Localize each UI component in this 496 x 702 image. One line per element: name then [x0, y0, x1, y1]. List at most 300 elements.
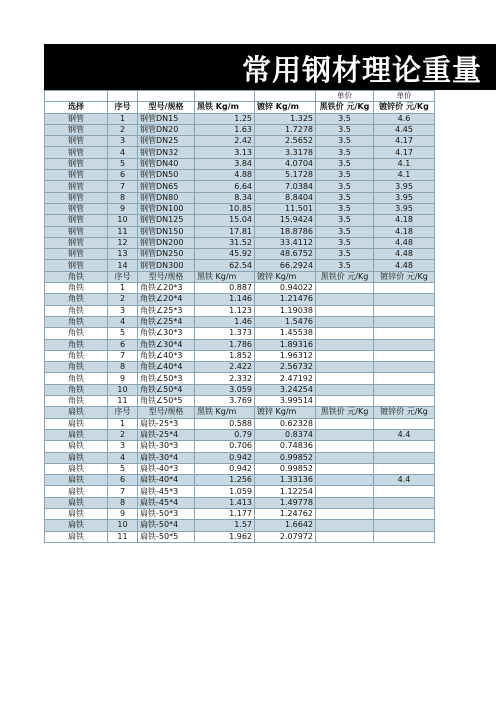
index-cell: 11	[108, 396, 138, 407]
category-cell: 钢管	[45, 203, 108, 214]
black-weight-cell: 1.25	[195, 113, 255, 124]
spec-cell: 扁铁-30*4	[138, 452, 195, 463]
index-cell: 12	[108, 237, 138, 248]
black-price-cell: 3.5	[316, 170, 374, 181]
black-price-cell	[316, 531, 374, 542]
index-cell: 序号	[108, 271, 138, 282]
black-price-cell: 3.5	[316, 113, 374, 124]
table-row	[45, 373, 435, 384]
spec-cell: 钢管DN200	[138, 237, 195, 248]
black-weight-cell: 8.34	[195, 192, 255, 203]
table-row	[45, 362, 435, 373]
category-cell: 钢管	[45, 215, 108, 226]
table-row	[45, 237, 435, 248]
black-weight-cell: 0.588	[195, 418, 255, 429]
spec-cell: 角铁∠40*4	[138, 362, 195, 373]
black-price-cell	[316, 362, 374, 373]
black-weight-cell: 3.13	[195, 147, 255, 158]
galv-price-cell	[374, 294, 435, 305]
black-weight-cell: 0.79	[195, 429, 255, 440]
galv-weight-cell: 0.8374	[255, 429, 316, 440]
category-cell	[45, 91, 108, 102]
galv-weight-cell: 5.1728	[255, 170, 316, 181]
galv-weight-cell: 0.99852	[255, 463, 316, 474]
spec-cell: 钢管DN150	[138, 226, 195, 237]
spec-cell: 角铁∠25*3	[138, 305, 195, 316]
black-weight-cell: 31.52	[195, 237, 255, 248]
black-weight-cell: 1.059	[195, 486, 255, 497]
black-price-cell: 3.5	[316, 192, 374, 203]
category-cell: 钢管	[45, 226, 108, 237]
galv-weight-cell: 33.4112	[255, 237, 316, 248]
category-cell: 钢管	[45, 249, 108, 260]
index-cell	[108, 91, 138, 102]
index-cell: 1	[108, 113, 138, 124]
galv-price-cell	[374, 362, 435, 373]
black-price-cell: 3.5	[316, 249, 374, 260]
galv-weight-cell: 11.501	[255, 203, 316, 214]
table-row	[45, 158, 435, 169]
spec-cell: 扁铁-40*4	[138, 475, 195, 486]
black-weight-cell: 1.962	[195, 531, 255, 542]
spec-cell: 钢管DN32	[138, 147, 195, 158]
table-row	[45, 147, 435, 158]
spec-cell: 型号/规格	[138, 102, 195, 113]
black-weight-cell: 3.059	[195, 384, 255, 395]
spec-cell: 钢管DN25	[138, 136, 195, 147]
index-cell: 7	[108, 181, 138, 192]
black-weight-cell: 1.177	[195, 508, 255, 519]
table-row	[45, 520, 435, 531]
spec-cell: 钢管DN50	[138, 170, 195, 181]
index-cell: 2	[108, 124, 138, 135]
index-cell: 1	[108, 283, 138, 294]
black-weight-cell: 17.81	[195, 226, 255, 237]
index-cell: 6	[108, 170, 138, 181]
index-cell: 11	[108, 531, 138, 542]
black-price-cell	[316, 316, 374, 327]
galv-price-cell	[374, 373, 435, 384]
category-cell: 角铁	[45, 316, 108, 327]
galv-price-cell: 4.17	[374, 136, 435, 147]
category-cell: 钢管	[45, 260, 108, 271]
index-cell: 8	[108, 192, 138, 203]
black-weight-cell: 62.54	[195, 260, 255, 271]
index-cell: 8	[108, 497, 138, 508]
black-weight-cell: 1.57	[195, 520, 255, 531]
category-cell: 角铁	[45, 350, 108, 361]
galv-price-cell: 4.48	[374, 260, 435, 271]
spec-cell: 角铁∠30*4	[138, 339, 195, 350]
galv-price-cell: 4.48	[374, 237, 435, 248]
black-price-cell: 黑铁价 元/Kg	[316, 407, 374, 418]
black-weight-cell: 1.413	[195, 497, 255, 508]
index-cell: 9	[108, 373, 138, 384]
galv-weight-cell: 1.96312	[255, 350, 316, 361]
galv-weight-cell: 1.21476	[255, 294, 316, 305]
index-cell: 6	[108, 339, 138, 350]
category-cell: 角铁	[45, 339, 108, 350]
category-cell: 钢管	[45, 192, 108, 203]
table-row	[45, 452, 435, 463]
category-cell: 扁铁	[45, 407, 108, 418]
black-price-cell: 黑铁价 元/Kg	[316, 102, 374, 113]
galv-price-cell	[374, 418, 435, 429]
spec-cell: 角铁∠40*3	[138, 350, 195, 361]
galv-price-cell	[374, 520, 435, 531]
index-cell: 4	[108, 452, 138, 463]
spec-cell: 角铁∠50*3	[138, 373, 195, 384]
index-cell: 8	[108, 362, 138, 373]
index-cell: 13	[108, 249, 138, 260]
index-cell: 5	[108, 158, 138, 169]
table-row	[45, 531, 435, 542]
galv-weight-cell: 2.07972	[255, 531, 316, 542]
section-header-row	[45, 271, 435, 282]
spec-cell: 钢管DN65	[138, 181, 195, 192]
galv-price-cell: 4.4	[374, 475, 435, 486]
black-price-cell	[316, 339, 374, 350]
black-price-cell	[316, 429, 374, 440]
table-row	[45, 305, 435, 316]
category-cell: 角铁	[45, 396, 108, 407]
black-weight-cell: 1.46	[195, 316, 255, 327]
category-cell: 扁铁	[45, 429, 108, 440]
table-row	[45, 283, 435, 294]
galv-weight-cell: 镀锌 Kg/m	[255, 407, 316, 418]
table-row	[45, 170, 435, 181]
spec-cell: 角铁∠30*3	[138, 328, 195, 339]
category-cell: 角铁	[45, 328, 108, 339]
galv-weight-cell	[255, 91, 316, 102]
black-price-cell: 3.5	[316, 260, 374, 271]
black-weight-cell: 15.04	[195, 215, 255, 226]
category-cell: 钢管	[45, 181, 108, 192]
spec-cell: 扁铁-50*5	[138, 531, 195, 542]
category-cell: 角铁	[45, 283, 108, 294]
galv-weight-cell: 镀锌 Kg/m	[255, 271, 316, 282]
spec-cell: 钢管DN100	[138, 203, 195, 214]
spec-cell: 扁铁-50*4	[138, 520, 195, 531]
black-price-cell	[316, 350, 374, 361]
black-weight-cell: 黑铁 Kg/m	[195, 102, 255, 113]
black-weight-cell: 2.332	[195, 373, 255, 384]
galv-price-cell: 镀锌价 元/Kg	[374, 407, 435, 418]
galv-price-cell	[374, 283, 435, 294]
spec-cell: 钢管DN20	[138, 124, 195, 135]
spec-cell: 钢管DN15	[138, 113, 195, 124]
black-price-cell: 3.5	[316, 226, 374, 237]
index-cell: 10	[108, 215, 138, 226]
category-cell: 角铁	[45, 362, 108, 373]
galv-weight-cell: 0.74836	[255, 441, 316, 452]
black-price-cell	[316, 373, 374, 384]
black-weight-cell: 黑铁 Kg/m	[195, 407, 255, 418]
category-cell: 角铁	[45, 294, 108, 305]
galv-weight-cell: 15.9424	[255, 215, 316, 226]
index-cell: 5	[108, 328, 138, 339]
category-cell: 角铁	[45, 305, 108, 316]
table-row	[45, 486, 435, 497]
category-cell: 角铁	[45, 271, 108, 282]
black-weight-cell: 1.146	[195, 294, 255, 305]
table-row	[45, 475, 435, 486]
table-row	[45, 316, 435, 327]
galv-price-cell: 3.95	[374, 181, 435, 192]
black-price-cell	[316, 452, 374, 463]
index-cell: 6	[108, 475, 138, 486]
spec-cell: 钢管DN80	[138, 192, 195, 203]
steel-weight-table	[44, 90, 435, 543]
galv-price-cell: 3.95	[374, 203, 435, 214]
index-cell: 序号	[108, 407, 138, 418]
category-cell: 扁铁	[45, 520, 108, 531]
table-row	[45, 124, 435, 135]
black-price-cell	[316, 396, 374, 407]
black-price-cell	[316, 418, 374, 429]
table-row	[45, 181, 435, 192]
galv-price-cell	[374, 441, 435, 452]
galv-price-cell	[374, 452, 435, 463]
table-row	[45, 508, 435, 519]
black-weight-cell	[195, 91, 255, 102]
black-price-cell	[316, 283, 374, 294]
black-price-cell: 黑铁价 元/Kg	[316, 271, 374, 282]
black-price-cell	[316, 305, 374, 316]
black-price-cell: 3.5	[316, 215, 374, 226]
spec-cell: 扁铁-50*3	[138, 508, 195, 519]
table-row	[45, 249, 435, 260]
black-weight-cell: 0.942	[195, 463, 255, 474]
category-cell: 钢管	[45, 113, 108, 124]
index-cell: 3	[108, 136, 138, 147]
galv-price-cell: 4.18	[374, 226, 435, 237]
table-row	[45, 463, 435, 474]
index-cell: 11	[108, 226, 138, 237]
galv-price-cell	[374, 339, 435, 350]
spec-cell: 扁铁-45*3	[138, 486, 195, 497]
galv-weight-cell: 1.19038	[255, 305, 316, 316]
spec-cell: 角铁∠50*5	[138, 396, 195, 407]
index-cell: 4	[108, 316, 138, 327]
galv-weight-cell: 1.7278	[255, 124, 316, 135]
galv-price-cell: 4.45	[374, 124, 435, 135]
unit-price-label: 单价	[374, 91, 435, 102]
table-row	[45, 350, 435, 361]
page-title: 常用钢材理论重量	[242, 53, 483, 87]
galv-weight-cell: 3.3178	[255, 147, 316, 158]
black-weight-cell: 0.887	[195, 283, 255, 294]
black-weight-cell: 2.42	[195, 136, 255, 147]
galv-price-cell	[374, 384, 435, 395]
galv-weight-cell: 3.99514	[255, 396, 316, 407]
galv-price-cell	[374, 531, 435, 542]
galv-weight-cell: 4.0704	[255, 158, 316, 169]
index-cell: 9	[108, 203, 138, 214]
galv-price-cell	[374, 486, 435, 497]
black-weight-cell: 1.786	[195, 339, 255, 350]
galv-price-cell	[374, 328, 435, 339]
index-cell: 5	[108, 463, 138, 474]
table-row	[45, 384, 435, 395]
spec-cell: 钢管DN250	[138, 249, 195, 260]
table-row	[45, 441, 435, 452]
black-price-cell	[316, 441, 374, 452]
index-cell: 2	[108, 294, 138, 305]
spec-cell: 扁铁-45*4	[138, 497, 195, 508]
black-price-cell: 3.5	[316, 158, 374, 169]
galv-price-cell	[374, 316, 435, 327]
category-cell: 选择	[45, 102, 108, 113]
category-cell: 钢管	[45, 237, 108, 248]
galv-price-cell: 4.4	[374, 429, 435, 440]
table-row	[45, 203, 435, 214]
galv-price-cell: 3.95	[374, 192, 435, 203]
black-price-cell	[316, 384, 374, 395]
galv-price-cell: 4.17	[374, 147, 435, 158]
black-price-cell	[316, 508, 374, 519]
galv-weight-cell: 7.0384	[255, 181, 316, 192]
index-cell: 14	[108, 260, 138, 271]
index-cell: 10	[108, 384, 138, 395]
table-row	[45, 215, 435, 226]
galv-price-cell: 4.18	[374, 215, 435, 226]
category-cell: 钢管	[45, 170, 108, 181]
black-price-cell: 3.5	[316, 181, 374, 192]
black-weight-cell: 4.88	[195, 170, 255, 181]
index-cell: 2	[108, 429, 138, 440]
black-weight-cell: 3.84	[195, 158, 255, 169]
spec-cell: 角铁∠25*4	[138, 316, 195, 327]
category-cell: 钢管	[45, 147, 108, 158]
galv-weight-cell: 66.2924	[255, 260, 316, 271]
spec-cell: 型号/规格	[138, 407, 195, 418]
black-weight-cell: 0.706	[195, 441, 255, 452]
black-weight-cell: 1.852	[195, 350, 255, 361]
galv-weight-cell: 镀锌 Kg/m	[255, 102, 316, 113]
section-header-row	[45, 407, 435, 418]
table-row	[45, 226, 435, 237]
category-cell: 扁铁	[45, 508, 108, 519]
black-price-cell	[316, 294, 374, 305]
table-row	[45, 328, 435, 339]
black-weight-cell: 45.92	[195, 249, 255, 260]
category-cell: 扁铁	[45, 497, 108, 508]
galv-price-cell: 4.1	[374, 170, 435, 181]
galv-weight-cell: 1.6642	[255, 520, 316, 531]
black-price-cell	[316, 520, 374, 531]
galv-price-cell: 4.1	[374, 158, 435, 169]
galv-weight-cell: 8.8404	[255, 192, 316, 203]
category-cell: 扁铁	[45, 475, 108, 486]
galv-price-cell: 4.6	[374, 113, 435, 124]
black-price-cell	[316, 497, 374, 508]
galv-weight-cell: 1.33136	[255, 475, 316, 486]
black-weight-cell: 3.769	[195, 396, 255, 407]
galv-weight-cell: 1.12254	[255, 486, 316, 497]
index-cell: 1	[108, 418, 138, 429]
table-row	[45, 192, 435, 203]
galv-weight-cell: 2.47192	[255, 373, 316, 384]
galv-weight-cell: 1.45538	[255, 328, 316, 339]
black-price-cell: 3.5	[316, 124, 374, 135]
index-cell: 7	[108, 350, 138, 361]
category-cell: 钢管	[45, 136, 108, 147]
galv-price-cell	[374, 463, 435, 474]
galv-price-cell	[374, 497, 435, 508]
index-cell: 10	[108, 520, 138, 531]
column-header-row	[45, 102, 435, 113]
galv-price-cell	[374, 350, 435, 361]
table-row	[45, 113, 435, 124]
black-weight-cell: 10.85	[195, 203, 255, 214]
galv-weight-cell: 1.49778	[255, 497, 316, 508]
galv-price-cell	[374, 508, 435, 519]
galv-weight-cell: 48.6752	[255, 249, 316, 260]
table-row	[45, 396, 435, 407]
table-row	[45, 260, 435, 271]
galv-weight-cell: 0.94022	[255, 283, 316, 294]
black-price-cell: 3.5	[316, 237, 374, 248]
black-weight-cell: 黑铁 Kg/m	[195, 271, 255, 282]
table-row	[45, 429, 435, 440]
spec-cell: 角铁∠20*4	[138, 294, 195, 305]
galv-weight-cell: 2.56732	[255, 362, 316, 373]
spec-cell: 扁铁-25*4	[138, 429, 195, 440]
black-weight-cell: 0.942	[195, 452, 255, 463]
black-price-cell	[316, 486, 374, 497]
galv-price-cell: 镀锌价 元/Kg	[374, 102, 435, 113]
galv-weight-cell: 1.5476	[255, 316, 316, 327]
unit-price-row	[45, 91, 435, 102]
black-weight-cell: 6.64	[195, 181, 255, 192]
spec-cell: 扁铁-30*3	[138, 441, 195, 452]
table-row	[45, 497, 435, 508]
index-cell: 序号	[108, 102, 138, 113]
black-weight-cell: 1.63	[195, 124, 255, 135]
black-weight-cell: 1.256	[195, 475, 255, 486]
black-price-cell: 3.5	[316, 136, 374, 147]
spec-cell: 角铁∠20*3	[138, 283, 195, 294]
index-cell: 3	[108, 305, 138, 316]
black-price-cell	[316, 463, 374, 474]
spec-cell: 角铁∠50*4	[138, 384, 195, 395]
spec-cell	[138, 91, 195, 102]
black-weight-cell: 1.123	[195, 305, 255, 316]
galv-weight-cell: 1.24762	[255, 508, 316, 519]
table-row	[45, 136, 435, 147]
category-cell: 扁铁	[45, 463, 108, 474]
category-cell: 角铁	[45, 373, 108, 384]
index-cell: 7	[108, 486, 138, 497]
galv-weight-cell: 1.89316	[255, 339, 316, 350]
black-weight-cell: 1.373	[195, 328, 255, 339]
galv-price-cell	[374, 396, 435, 407]
black-weight-cell: 2.422	[195, 362, 255, 373]
category-cell: 扁铁	[45, 452, 108, 463]
black-price-cell	[316, 328, 374, 339]
index-cell: 9	[108, 508, 138, 519]
spec-cell: 型号/规格	[138, 271, 195, 282]
category-cell: 钢管	[45, 124, 108, 135]
galv-price-cell	[374, 305, 435, 316]
category-cell: 扁铁	[45, 441, 108, 452]
spec-cell: 钢管DN300	[138, 260, 195, 271]
black-price-cell: 3.5	[316, 203, 374, 214]
spec-cell: 扁铁-25*3	[138, 418, 195, 429]
category-cell: 角铁	[45, 384, 108, 395]
index-cell: 3	[108, 441, 138, 452]
